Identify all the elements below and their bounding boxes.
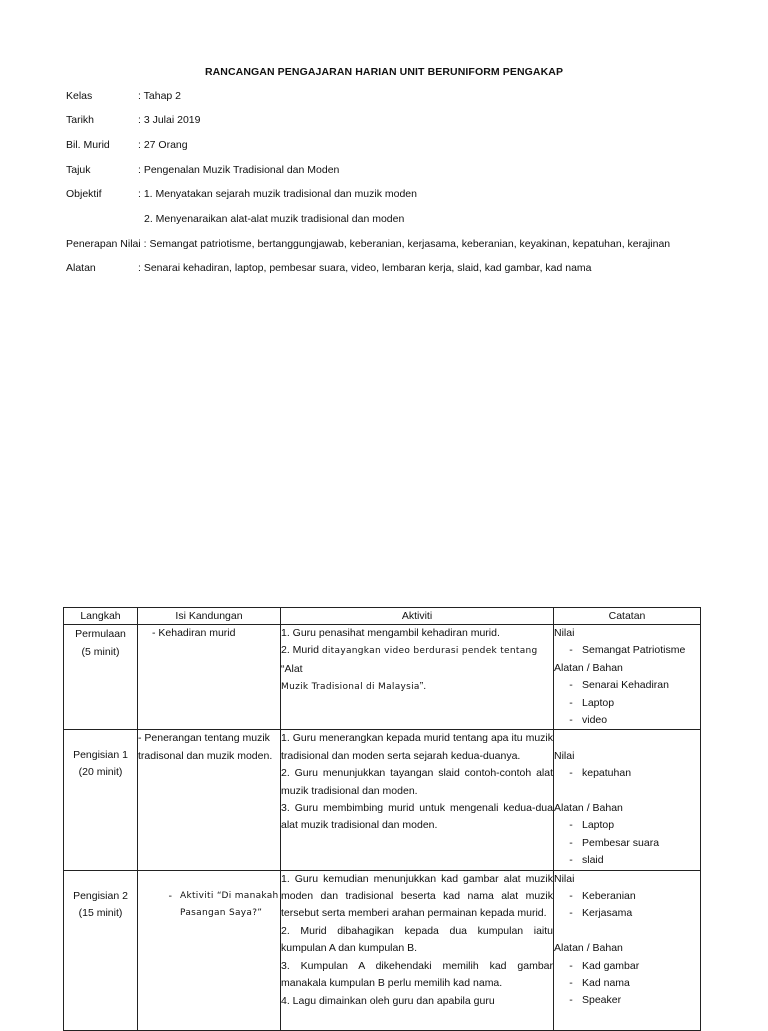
list-item: - slaid [569,854,604,867]
table-row [64,625,701,730]
document-title: RANCANGAN PENGAJARAN HARIAN UNIT BERUNIFORM PENGAKAP [204,66,564,78]
list-item: - Kad gambar [569,959,640,972]
info-kelas: Kelas : Tahap 2 [66,90,182,102]
list-item: - Pembesar suara [569,836,660,849]
lesson-table [63,607,701,1031]
list-item: - video [569,714,608,727]
info-objektif: Objektif : 1. Menyatakan sejarah muzik tradisional dan muzik moden [66,188,417,200]
catatan-cell: Nilai - kepatuhan Alatan / Bahan - Laptop - Pembesar suara - slaid [554,730,701,870]
header-langkah: Langkah [64,608,138,625]
list-item: - Speaker [569,994,622,1007]
isi-cell: - Kehadiran murid [138,625,281,730]
table-row [64,730,701,870]
isi-cell: - Aktiviti “Di manakah Pasangan Saya?” [138,870,281,1030]
aktiviti-item: 2. Murid ditayangkan video berdurasi pendek tentang “Alat Muzik Tradisional di Malaysia”. [281,644,538,693]
list-item: - Kad nama [569,977,630,990]
isi-cell: - Penerangan tentang muzik tradisonal dan muzik moden. [138,730,281,870]
table-header-row [64,608,701,625]
list-item: - kepatuhan [569,767,632,780]
catatan-cell: Nilai - Keberanian - Kerjasama Alatan / Bahan - Kad gambar - Kad nama - Speaker [554,870,701,1030]
list-item: - Laptop [569,696,615,709]
aktiviti-cell: 1. Guru kemudian menunjukkan kad gambar alat muzik moden dan tradisional beserta kad nama alat muzik tersebut serta memberi arahan permainan kepada murid. 2. Murid dibahagikan kepada dua kumpulan iaitu kumpulan A dan kumpulan B. 3. Kumpulan A dikehendaki memilih kad gambar manakala kumpulan B perlu memilih kad nama. 4. Lagu dimainkan oleh guru dan apabila guru [281,870,554,1030]
aktiviti-cell: 1. Guru menerangkan kepada murid tentang apa itu muzik tradisional dan moden serta sejarah kedua-duanya. 2. Guru menunjukkan tayangan slaid contoh-contoh alat muzik tradisional dan moden. 3. Guru membimbing murid untuk mengenali kedua-dua alat muzik tradisional dan moden. [281,730,554,870]
list-item: - Keberanian [569,890,636,903]
info-tajuk: Tajuk : Pengenalan Muzik Tradisional dan Moden [66,164,340,176]
header-aktiviti: Aktiviti [281,608,554,625]
header-isi-kandungan: Isi Kandungan [138,608,281,625]
header-catatan: Catatan [554,608,701,625]
list-item: - Kerjasama [569,907,633,920]
langkah-cell: Pengisian 2 (15 minit) [64,870,138,1030]
info-penerapan-nilai: Penerapan Nilai : Semangat patriotisme, bertanggungjawab, keberanian, kerjasama, keberanian, keyakinan, kepatuhan, kerajinan [66,238,671,250]
list-item: - Senarai Kehadiran [569,679,669,692]
list-item: - Semangat Patriotisme [569,644,686,657]
langkah-cell: Permulaan (5 minit) [64,625,138,730]
info-bil-murid: Bil. Murid : 27 Orang [66,139,188,151]
catatan-cell: Nilai - Semangat Patriotisme Alatan / Bahan - Senarai Kehadiran - Laptop - video [554,625,701,730]
langkah-cell: Pengisian 1 (20 minit) [64,730,138,870]
info-objektif-2: 2. Menyenaraikan alat-alat muzik tradisional dan moden [144,213,405,225]
info-tarikh: Tarikh : 3 Julai 2019 [66,114,201,126]
aktiviti-cell: 1. Guru penasihat mengambil kehadiran murid. 2. Murid ditayangkan video berdurasi pendek tentang “Alat Muzik Tradisional di Malaysia”. [281,625,554,730]
table-row [64,870,701,1030]
info-alatan: Alatan : Senarai kehadiran, laptop, pembesar suara, video, lembaran kerja, slaid, kad gambar, kad nama [66,262,592,274]
list-item: - Laptop [569,819,615,832]
